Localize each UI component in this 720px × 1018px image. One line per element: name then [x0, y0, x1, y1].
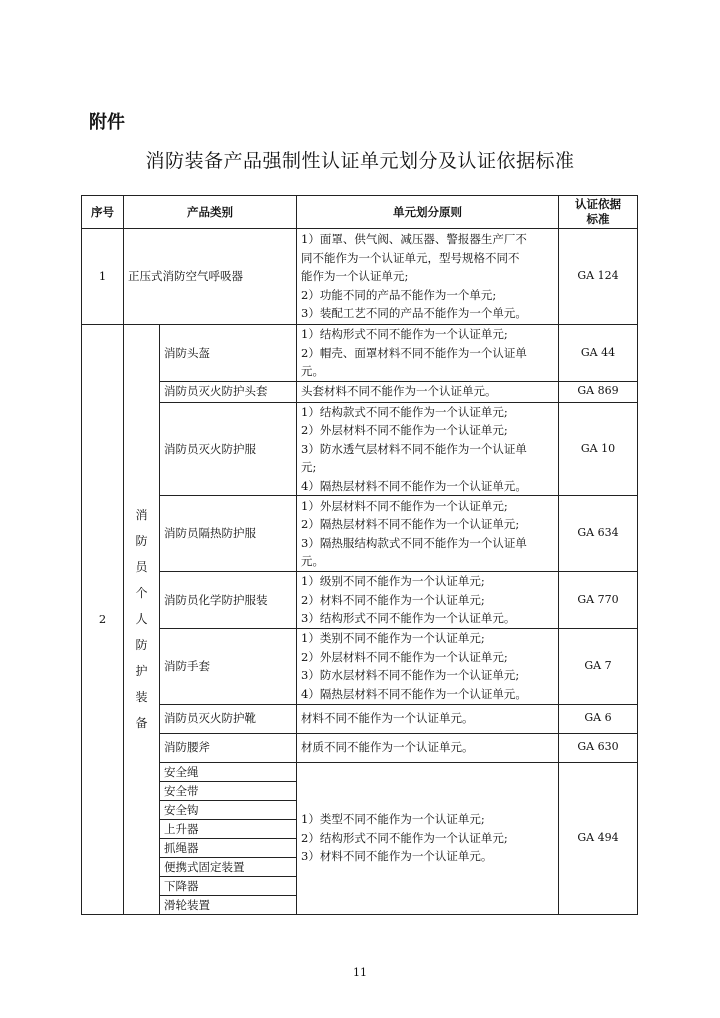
- table-row: [82, 325, 638, 382]
- attachment-label: 附件: [89, 112, 125, 133]
- principle-line: 1）结构款式不同不能作为一个认证单元;: [301, 404, 508, 419]
- principle-line: 3）材料不同不能作为一个认证单元。: [301, 849, 493, 864]
- group-label-char: 个: [135, 586, 148, 601]
- header-standard-line1: 认证依据: [575, 197, 621, 211]
- header-category: 产品类别: [124, 196, 297, 229]
- group-label: [124, 325, 160, 915]
- principle-line: 2）外层材料不同不能作为一个认证单元;: [301, 649, 508, 664]
- table-row: [82, 402, 638, 496]
- principle-line: 2）帽壳、面罩材料不同不能作为一个认证单: [301, 345, 527, 360]
- principle-line: 材料不同不能作为一个认证单元。: [301, 711, 474, 726]
- principle-line: 元;: [301, 460, 317, 474]
- table-row: [82, 496, 638, 572]
- row-principles: [297, 381, 559, 402]
- principle-line: 材质不同不能作为一个认证单元。: [301, 740, 474, 755]
- row-standard: GA 770: [559, 572, 638, 629]
- group-label-char: 防: [135, 638, 148, 653]
- row-principles: [297, 572, 559, 629]
- document-title: 消防装备产品强制性认证单元划分及认证依据标准: [145, 150, 575, 172]
- row-principles: [297, 229, 559, 325]
- row-seq: 2: [82, 325, 124, 915]
- group-label-char: 员: [135, 560, 148, 575]
- principle-line: 2）材料不同不能作为一个认证单元;: [301, 592, 485, 607]
- principle-line: 能作为一个认证单元;: [301, 269, 409, 284]
- table-row: [82, 572, 638, 629]
- row-product: 消防腰斧: [160, 733, 297, 762]
- table-header-row: [82, 196, 638, 229]
- row-standard: GA 869: [559, 381, 638, 402]
- principle-line: 1）类型不同不能作为一个认证单元;: [301, 812, 485, 827]
- row-product: 消防头盔: [160, 325, 297, 382]
- certification-table: [81, 195, 638, 915]
- rope-products-list: [160, 762, 297, 914]
- header-principle: 单元划分原则: [297, 196, 559, 229]
- row-product: 消防手套: [160, 628, 297, 704]
- principle-line: 同不能作为一个认证单元，型号规格不同不: [301, 250, 520, 265]
- principle-line: 4）隔热层材料不同不能作为一个认证单元。: [301, 686, 527, 701]
- principle-line: 1）外层材料不同不能作为一个认证单元;: [301, 498, 508, 513]
- group-label-char: 备: [135, 716, 148, 731]
- rope-product-item: 下降器: [160, 877, 296, 896]
- row-standard: GA 7: [559, 628, 638, 704]
- row-standard: GA 634: [559, 496, 638, 572]
- table-row: [82, 733, 638, 762]
- principle-line: 1）类别不同不能作为一个认证单元;: [301, 631, 485, 645]
- row-principles: [297, 762, 559, 914]
- table-row: [82, 704, 638, 733]
- principle-line: 元。: [301, 364, 324, 378]
- group-label-char: 护: [135, 664, 148, 679]
- row-seq: 1: [82, 229, 124, 325]
- principle-line: 1）级别不同不能作为一个认证单元;: [301, 574, 485, 588]
- group-label-char: 消: [135, 508, 148, 523]
- row-principles: [297, 628, 559, 704]
- row-principles: [297, 704, 559, 733]
- table-row: [82, 229, 638, 325]
- rope-product-item: 抓绳器: [160, 839, 296, 858]
- page-number: 11: [353, 966, 367, 979]
- row-principles: [297, 325, 559, 382]
- rope-product-item: 安全钩: [160, 801, 296, 820]
- row-principles: [297, 733, 559, 762]
- principle-line: 2）隔热层材料不同不能作为一个认证单元;: [301, 517, 520, 531]
- principle-line: 元。: [301, 554, 324, 568]
- principle-line: 4）隔热层材料不同不能作为一个认证单元。: [301, 478, 527, 493]
- principle-line: 头套材料不同不能作为一个认证单元。: [301, 384, 497, 399]
- row-product: 消防员灭火防护头套: [160, 381, 297, 402]
- principle-line: 3）结构形式不同不能作为一个认证单元。: [301, 611, 516, 625]
- row-product: 消防员化学防护服装: [160, 572, 297, 629]
- group-label-char: 装: [135, 690, 148, 705]
- principle-line: 3）装配工艺不同的产品不能作为一个单元。: [301, 306, 527, 321]
- group-label-char: 防: [135, 534, 148, 549]
- rope-product-item: 安全带: [160, 782, 296, 801]
- principle-line: 3）防水层材料不同不能作为一个认证单元;: [301, 668, 520, 682]
- header-standard-line2: 标准: [586, 212, 610, 226]
- row-standard: GA 44: [559, 325, 638, 382]
- header-seq: 序号: [82, 196, 124, 229]
- group-label-char: 人: [135, 612, 148, 627]
- row-product: 消防员隔热防护服: [160, 496, 297, 572]
- row-product: 消防员灭火防护靴: [160, 704, 297, 733]
- rope-product-item: 便携式固定装置: [160, 858, 296, 877]
- principle-line: 2）功能不同的产品不能作为一个单元;: [301, 287, 497, 302]
- table-row: [82, 381, 638, 402]
- row-product: 消防员灭火防护服: [160, 402, 297, 496]
- row-standard: GA 124: [559, 229, 638, 325]
- rope-product-item: 上升器: [160, 820, 296, 839]
- header-standard: [559, 196, 638, 229]
- row-principles: [297, 496, 559, 572]
- rope-product-item: 安全绳: [160, 763, 296, 782]
- principle-line: 3）隔热服结构款式不同不能作为一个认证单: [301, 535, 527, 550]
- row-standard: GA 494: [559, 762, 638, 914]
- principle-line: 3）防水透气层材料不同不能作为一个认证单: [301, 441, 527, 456]
- row-product: 正压式消防空气呼吸器: [124, 229, 297, 325]
- principle-line: 2）结构形式不同不能作为一个认证单元;: [301, 830, 508, 845]
- principle-line: 2）外层材料不同不能作为一个认证单元;: [301, 423, 508, 437]
- row-standard: GA 630: [559, 733, 638, 762]
- principle-line: 1）结构形式不同不能作为一个认证单元;: [301, 327, 508, 341]
- table-row: [82, 628, 638, 704]
- row-standard: GA 10: [559, 402, 638, 496]
- rope-product-item: 滑轮装置: [164, 897, 210, 912]
- row-standard: GA 6: [559, 704, 638, 733]
- row-principles: [297, 402, 559, 496]
- table-row: [82, 762, 638, 914]
- principle-line: 1）面罩、供气阀、减压器、警报器生产厂不: [301, 232, 527, 247]
